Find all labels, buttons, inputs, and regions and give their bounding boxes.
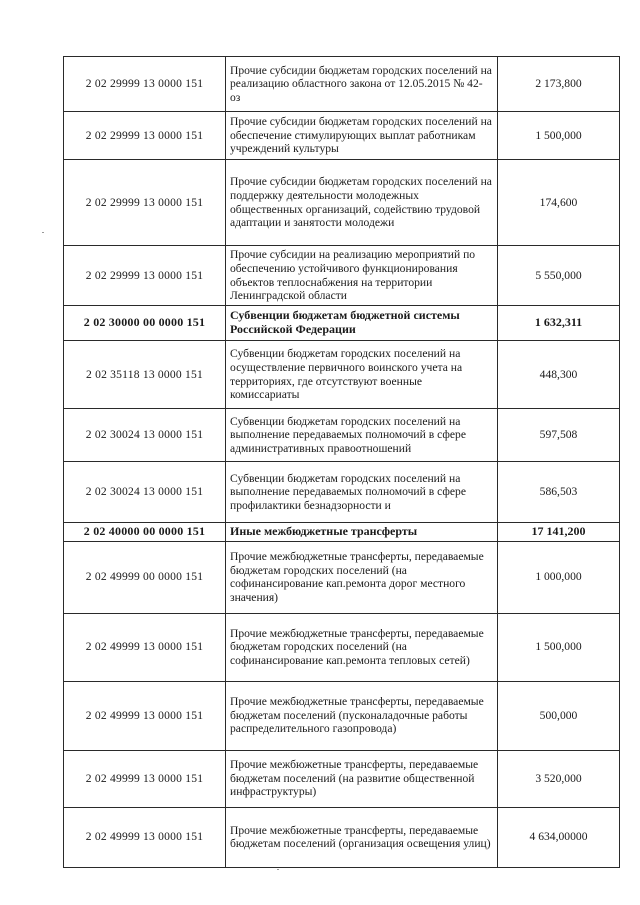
table-row — [64, 306, 620, 341]
budget-code-cell: 2 02 35118 13 0000 151 — [64, 341, 226, 409]
amount-cell: 586,503 — [498, 462, 620, 523]
budget-code-cell: 2 02 29999 13 0000 151 — [64, 246, 226, 306]
table-row — [64, 341, 620, 409]
amount-cell: 5 550,000 — [498, 246, 620, 306]
table-body — [64, 57, 620, 868]
description-cell: Прочие межбюджетные трансферты, передаваемые бюджетам поселений (пусконаладочные работы распределительного газопровода) — [226, 681, 498, 750]
amount-cell: 500,000 — [498, 681, 620, 750]
description-cell: Прочие субсидии бюджетам городских поселений на поддержку деятельности молодежных общественных организаций, содействию трудовой адаптации и занятости молодежи — [226, 160, 498, 246]
table-row — [64, 462, 620, 523]
description-cell: Прочие субсидии бюджетам городских поселений на обеспечение стимулирующих выплат работникам учреждений культуры — [226, 112, 498, 160]
description-cell: Субвенции бюджетам городских поселений на выполнение передаваемых полномочий в сфере административных правоотношений — [226, 409, 498, 462]
table-row — [64, 246, 620, 306]
budget-code-cell: 2 02 30024 13 0000 151 — [64, 462, 226, 523]
table-row — [64, 57, 620, 112]
description-cell: Субвенции бюджетам городских поселений на осуществление первичного воинского учета на территориях, где отсутствуют военные комиссариаты — [226, 341, 498, 409]
budget-code-cell: 2 02 30024 13 0000 151 — [64, 409, 226, 462]
scan-speck — [42, 232, 44, 233]
description-cell: Прочие субсидии бюджетам городских поселений на реализацию областного закона от 12.05.2015 № 42-оз — [226, 57, 498, 112]
table-row — [64, 160, 620, 246]
budget-code-cell: 2 02 29999 13 0000 151 — [64, 112, 226, 160]
budget-code-cell: 2 02 40000 00 0000 151 — [64, 523, 226, 542]
description-cell: Прочие межбюжетные трансферты, передаваемые бюджетам поселений (организация освещения улиц) — [226, 807, 498, 867]
table-row — [64, 750, 620, 807]
amount-cell: 4 634,00000 — [498, 807, 620, 867]
description-cell: Субвенции бюджетам бюджетной системы Российской Федерации — [226, 306, 498, 341]
amount-cell: 597,508 — [498, 409, 620, 462]
table-row — [64, 523, 620, 542]
amount-cell: 17 141,200 — [498, 523, 620, 542]
description-cell: Прочие межбюджетные трансферты, передаваемые бюджетам городских поселений (на софинансирование кап.ремонта дорог местного значения) — [226, 541, 498, 613]
table-row — [64, 541, 620, 613]
table-row — [64, 613, 620, 681]
amount-cell: 448,300 — [498, 341, 620, 409]
amount-cell: 2 173,800 — [498, 57, 620, 112]
amount-cell: 174,600 — [498, 160, 620, 246]
table-row — [64, 112, 620, 160]
budget-code-cell: 2 02 49999 13 0000 151 — [64, 807, 226, 867]
amount-cell: 1 632,311 — [498, 306, 620, 341]
budget-code-cell: 2 02 29999 13 0000 151 — [64, 57, 226, 112]
amount-cell: 1 000,000 — [498, 541, 620, 613]
description-cell: Прочие межбюджетные трансферты, передаваемые бюджетам городских поселений (на софинансирование кап.ремонта тепловых сетей) — [226, 613, 498, 681]
budget-revenue-table — [63, 56, 620, 868]
amount-cell: 3 520,000 — [498, 750, 620, 807]
budget-code-cell: 2 02 49999 13 0000 151 — [64, 681, 226, 750]
budget-code-cell: 2 02 29999 13 0000 151 — [64, 160, 226, 246]
description-cell: Субвенции бюджетам городских поселений на выполнение передаваемых полномочий в сфере профилактики безнадзорности и — [226, 462, 498, 523]
budget-code-cell: 2 02 49999 13 0000 151 — [64, 750, 226, 807]
budget-code-cell: 2 02 49999 13 0000 151 — [64, 613, 226, 681]
table-row — [64, 681, 620, 750]
amount-cell: 1 500,000 — [498, 112, 620, 160]
budget-code-cell: 2 02 30000 00 0000 151 — [64, 306, 226, 341]
table-row — [64, 807, 620, 867]
description-cell: Прочие межбюжетные трансферты, передаваемые бюджетам поселений (на развитие общественной инфраструктуры) — [226, 750, 498, 807]
description-cell: Прочие субсидии на реализацию мероприятий по обеспечению устойчивого функционирования объектов теплоснабжения на территории Ленинградской области — [226, 246, 498, 306]
budget-code-cell: 2 02 49999 00 0000 151 — [64, 541, 226, 613]
amount-cell: 1 500,000 — [498, 613, 620, 681]
scan-speck — [277, 869, 279, 870]
table-row — [64, 409, 620, 462]
description-cell: Иные межбюджетные трансферты — [226, 523, 498, 542]
